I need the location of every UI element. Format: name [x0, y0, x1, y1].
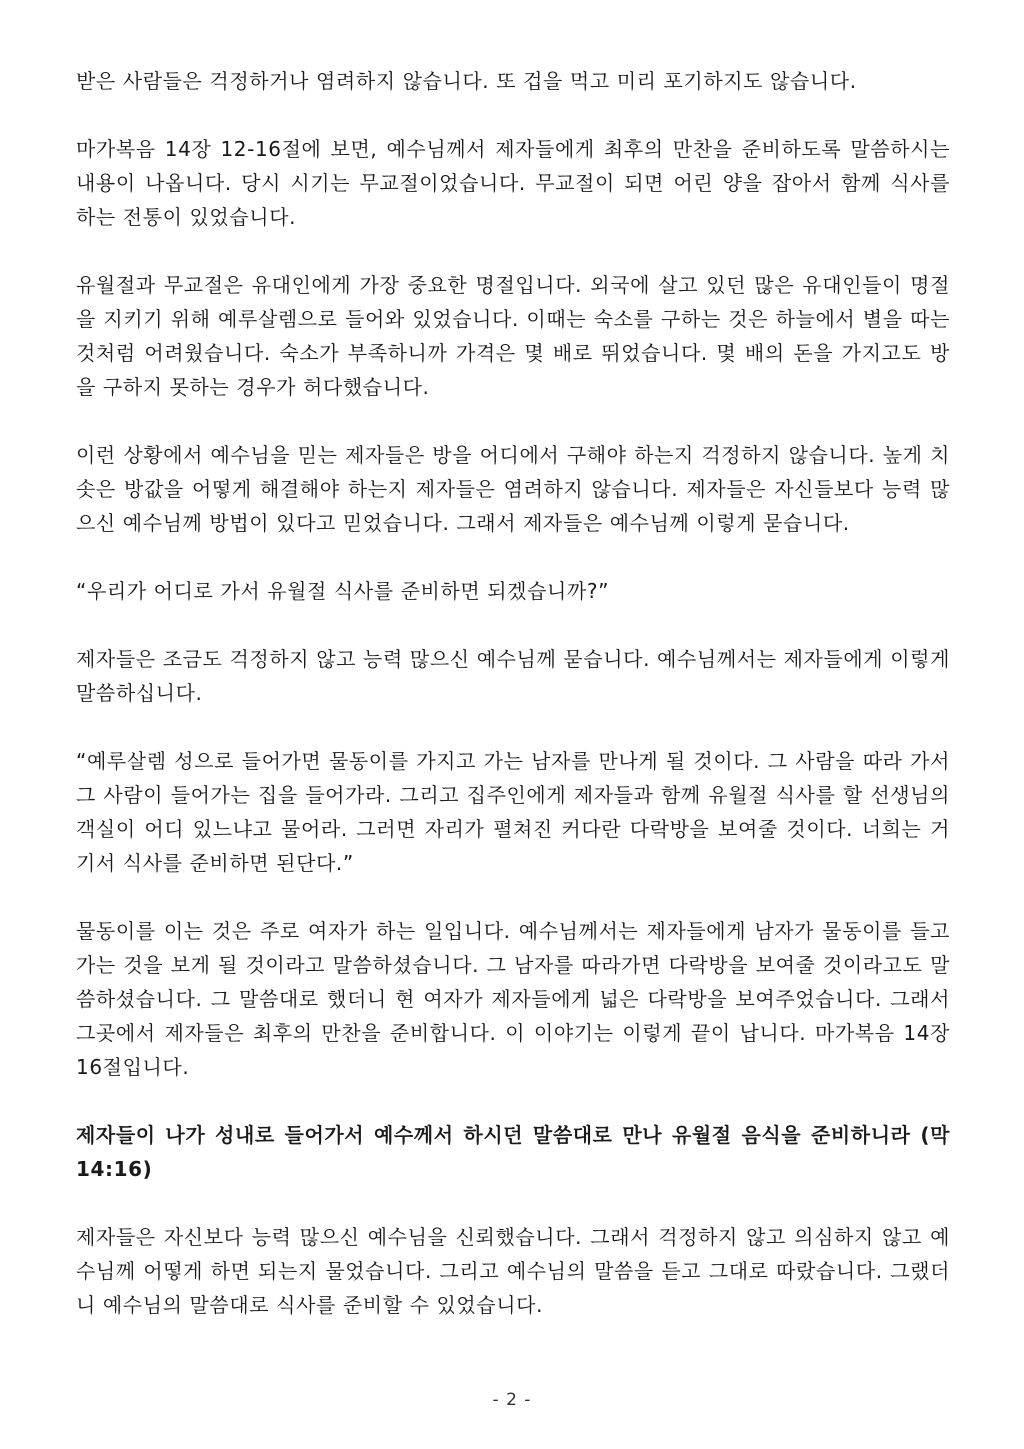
page-number: - 2 -: [492, 1390, 532, 1410]
document-page: [76, 64, 950, 1356]
paragraph-10: 제자들은 자신보다 능력 많으신 예수님을 신뢰했습니다. 그래서 걱정하지 않고 의심하지 않고 예수님께 어떻게 하면 되는지 물었습니다. 그리고 예수님의 말씀을 듣고 그대로 따랐습니다. 그랬더니 예수님의 말씀대로 식사를 준비할 수 있었습니다.: [76, 1225, 950, 1317]
paragraph-3: 유월절과 무교절은 유대인에게 가장 중요한 명절입니다. 외국에 살고 있던 많은 유대인들이 명절을 지키기 위해 예루살렘으로 들어와 있었습니다. 이때는 숙소를 구하는 것은 하늘에서 별을 따는 것처럼 어려웠습니다. 숙소가 부족하니까 가격은 몇 배로 뛰었습니다. 몇 배의 돈을 가지고도 방을 구하지 못하는 경우가 허다했습니다.: [76, 273, 950, 399]
paragraph-2: 마가복음 14장 12-16절에 보면, 예수님께서 제자들에게 최후의 만찬을 준비하도록 말씀하시는 내용이 나옵니다. 당시 시기는 무교절이었습니다. 무교절이 되면 어린 양을 잡아서 함께 식사를 하는 전통이 있었습니다.: [76, 137, 950, 229]
scripture-verse: 제자들이 나가 성내로 들어가서 예수께서 하시던 말씀대로 만나 유월절 음식을 준비하니라 (막 14:16): [76, 1123, 950, 1181]
quote-jesus-instruction: “예루살렘 성으로 들어가면 물동이를 가지고 가는 남자를 만나게 될 것이다. 그 사람을 따라 가서 그 사람이 들어가는 집을 들어가라. 그리고 집주인에게 제자들과 함께 유월절 식사를 할 선생님의 객실이 어디 있느냐고 물어라. 그러면 자리가 펼쳐진 커다란 다락방을 보여줄 것이다. 너희는 거기서 식사를 준비하면 된단다.”: [76, 749, 950, 875]
paragraph-1: 받은 사람들은 걱정하거나 염려하지 않습니다. 또 겁을 먹고 미리 포기하지도 않습니다.: [76, 69, 857, 93]
paragraph-6: 제자들은 조금도 걱정하지 않고 능력 많으신 예수님께 묻습니다. 예수님께서는 제자들에게 이렇게 말씀하십니다.: [76, 647, 950, 705]
quote-disciples-question: “우리가 어디로 가서 유월절 식사를 준비하면 되겠습니까?”: [76, 579, 610, 603]
paragraph-4: 이런 상황에서 예수님을 믿는 제자들은 방을 어디에서 구해야 하는지 걱정하지 않습니다. 높게 치솟은 방값을 어떻게 해결해야 하는지 제자들은 염려하지 않습니다. 제자들은 자신들보다 능력 많으신 예수님께 방법이 있다고 믿었습니다. 그래서 제자들은 예수님께 이렇게 묻습니다.: [76, 443, 950, 535]
paragraph-8: 물동이를 이는 것은 주로 여자가 하는 일입니다. 예수님께서는 제자들에게 남자가 물동이를 들고 가는 것을 보게 될 것이라고 말씀하셨습니다. 그 남자를 따라가면 다락방을 보여줄 것이라고도 말씀하셨습니다. 그 말씀대로 했더니 현 여자가 제자들에게 넓은 다락방을 보여주었습니다. 그래서 그곳에서 제자들은 최후의 만찬을 준비합니다. 이 이야기는 이렇게 끝이 납니다. 마가복음 14장 16절입니다.: [76, 919, 950, 1079]
